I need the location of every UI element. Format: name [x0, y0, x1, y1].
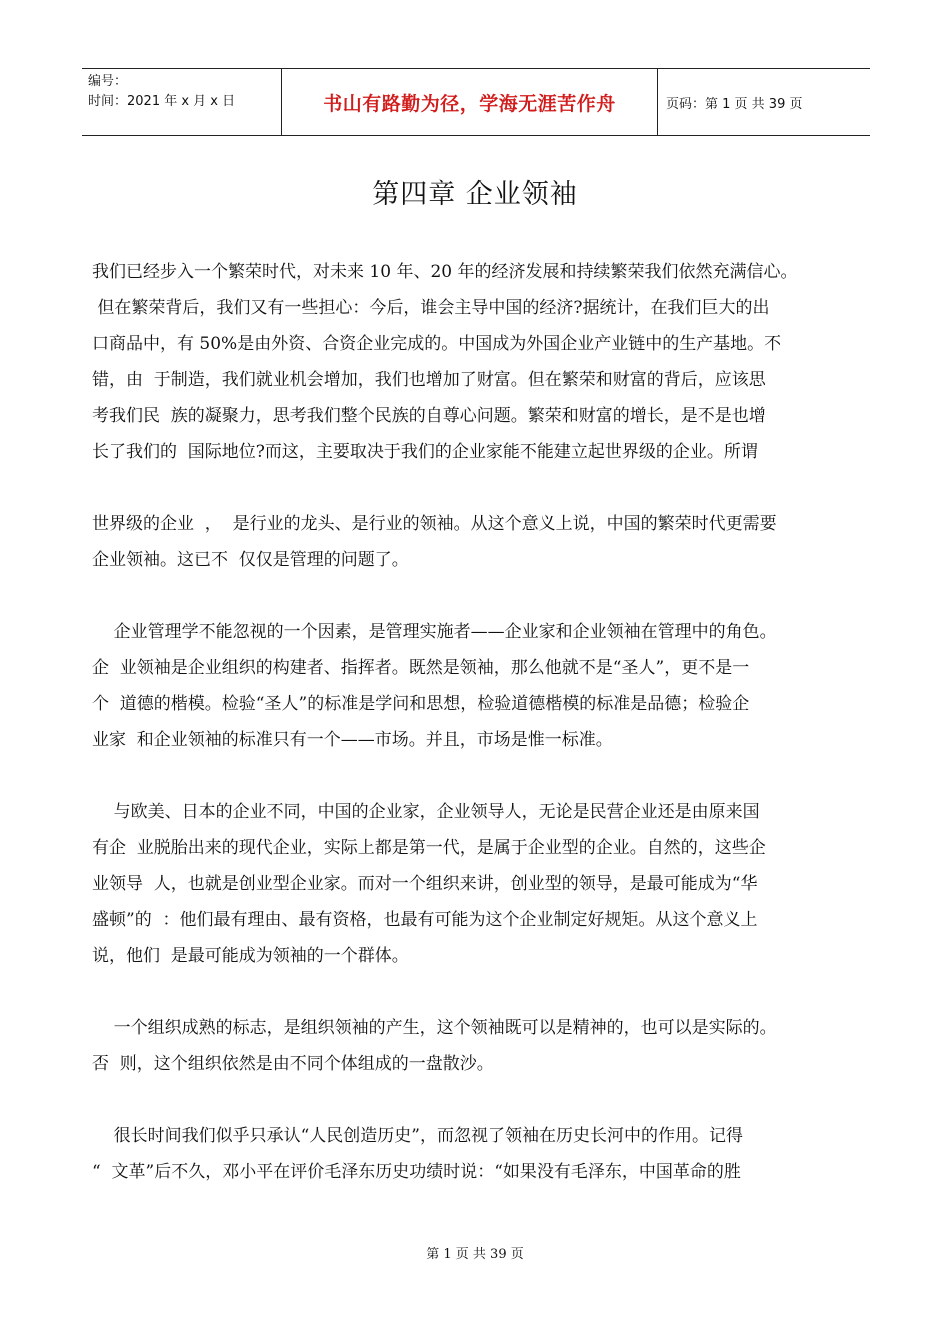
paragraph-line: 很长时间我们似乎只承认“人民创造历史”，而忽视了领袖在历史长河中的作用。记得	[92, 1126, 743, 1146]
paragraph-line: 但在繁荣背后，我们又有一些担心：今后，谁会主导中国的经济?据统计，在我们巨大的出	[92, 298, 770, 318]
paragraph-line: 与欧美、日本的企业不同，中国的企业家，企业领导人，无论是民营企业还是由原来国	[92, 802, 760, 822]
paragraph	[92, 794, 882, 974]
page-info: 页码：第 1 页 共 39 页	[666, 96, 803, 112]
paragraph-line: 世界级的企业 ， 是行业的龙头、是行业的领袖。从这个意义上说，中国的繁荣时代更需要	[92, 514, 777, 534]
date-label: 时间：2021 年 x 月 x 日	[88, 94, 236, 109]
paragraph-line: 一个组织成熟的标志，是组织领袖的产生，这个领袖既可以是精神的，也可以是实际的。	[92, 1018, 777, 1038]
paragraph	[92, 614, 882, 758]
paragraph-line: 我们已经步入一个繁荣时代，对未来 10 年、20 年的经济发展和持续繁荣我们依然充满信心。	[92, 262, 798, 282]
paragraph-line: 业领导 人，也就是创业型企业家。而对一个组织来讲，创业型的领导，是最可能成为“华	[92, 874, 758, 894]
paragraph-line: 考我们民 族的凝聚力，思考我们整个民族的自尊心问题。繁荣和财富的增长，是不是也增	[92, 406, 766, 426]
chapter-title: 第四章 企业领袖	[372, 179, 578, 210]
page-footer: 第 1 页 共 39 页	[426, 1247, 524, 1262]
document-body	[92, 254, 882, 1190]
paragraph-line: 长了我们的 国际地位?而这，主要取决于我们的企业家能不能建立起世界级的企业。所谓	[92, 442, 758, 462]
paragraph-line: 业家 和企业领袖的标准只有一个——市场。并且，市场是惟一标准。	[92, 730, 613, 750]
header-meta-cell	[82, 69, 282, 135]
paragraph	[92, 1118, 882, 1190]
paragraph	[92, 254, 882, 470]
paragraph-line: “ 文革”后不久，邓小平在评价毛泽东历史功绩时说：“如果没有毛泽东，中国革命的胜	[92, 1162, 741, 1182]
paragraph-line: 说，他们 是最可能成为领袖的一个群体。	[92, 946, 409, 966]
document-header	[82, 68, 870, 136]
header-page-cell	[658, 69, 870, 135]
number-label: 编号：	[88, 74, 128, 89]
paragraph-line: 口商品中，有 50%是由外资、合资企业完成的。中国成为外国企业产业链中的生产基地。不	[92, 334, 782, 354]
paragraph-line: 否 则，这个组织依然是由不同个体组成的一盘散沙。	[92, 1054, 494, 1074]
paragraph-line: 企 业领袖是企业组织的构建者、指挥者。既然是领袖，那么他就不是“圣人”，更不是一	[92, 658, 750, 678]
paragraph	[92, 1010, 882, 1082]
paragraph-line: 个 道德的楷模。检验“圣人”的标准是学问和思想，检验道德楷模的标准是品德；检验企	[92, 694, 750, 714]
paragraph-line: 企业领袖。这已不 仅仅是管理的问题了。	[92, 550, 409, 570]
paragraph-line: 盛顿”的 ：他们最有理由、最有资格，也最有可能为这个企业制定好规矩。从这个意义上	[92, 910, 758, 930]
header-motto-cell	[282, 69, 658, 135]
paragraph-line: 错，由 于制造，我们就业机会增加，我们也增加了财富。但在繁荣和财富的背后，应该思	[92, 370, 766, 390]
paragraph-line: 有企 业脱胎出来的现代企业，实际上都是第一代，是属于企业型的企业。自然的，这些企	[92, 838, 766, 858]
paragraph	[92, 506, 882, 578]
motto-text: 书山有路勤为径，学海无涯苦作舟	[323, 92, 616, 115]
paragraph-line: 企业管理学不能忽视的一个因素，是管理实施者——企业家和企业领袖在管理中的角色。	[92, 622, 777, 642]
